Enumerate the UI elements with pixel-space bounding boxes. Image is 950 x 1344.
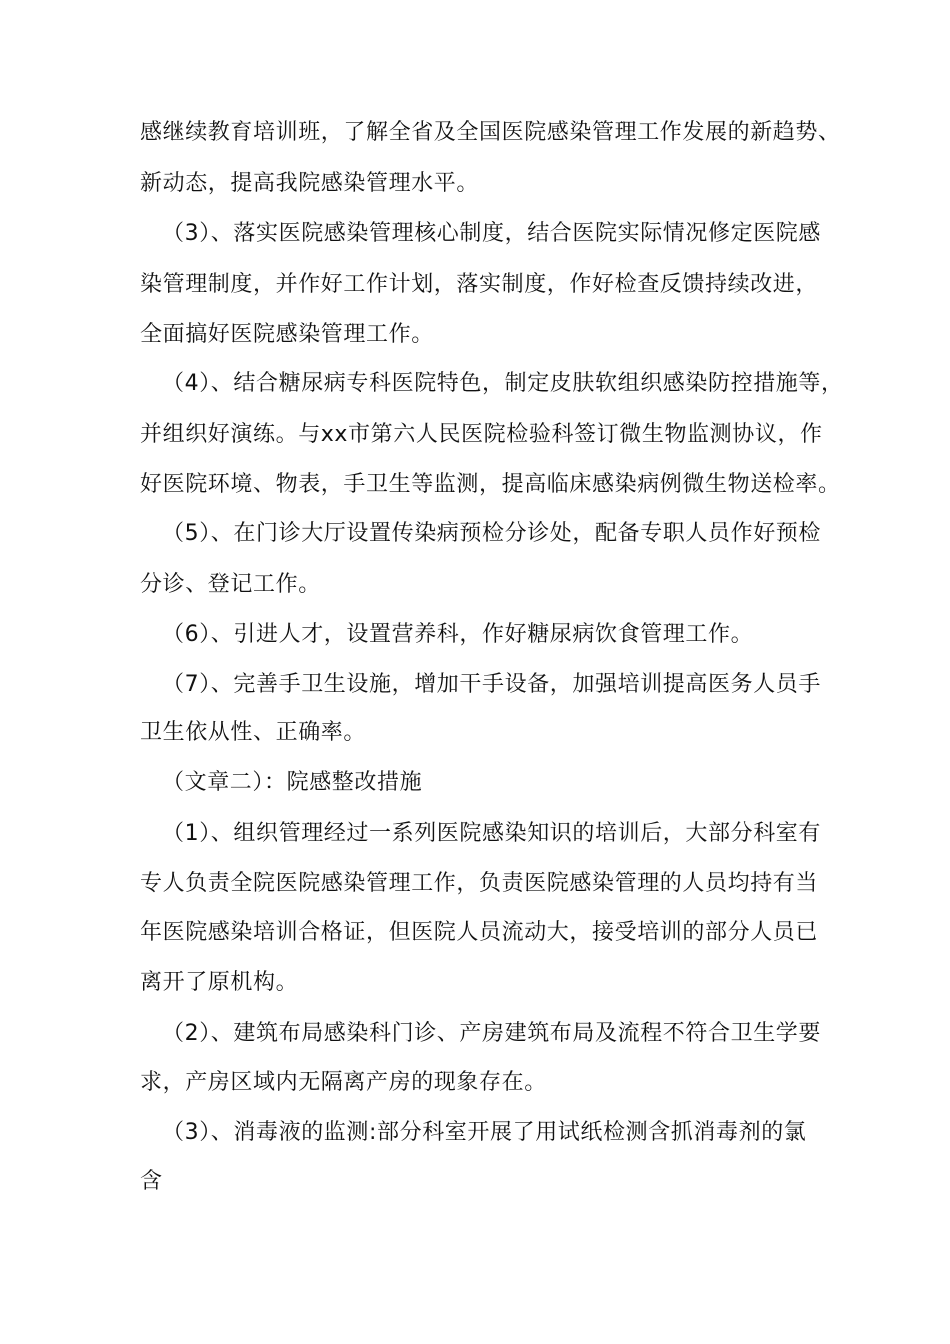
text-line: 新动态，提高我院感染管理水平。	[140, 171, 480, 196]
text-line: 好医院环境、物表，手卫生等监测，提高临床感染病例微生物送检率。	[140, 472, 841, 497]
text-line: （3）、消毒液的监测:部分科室开展了用试纸检测含抓消毒剂的氯	[162, 1120, 807, 1145]
text-line: 专人负责全院医院感染管理工作，负责医院感染管理的人员均持有当	[140, 871, 819, 896]
text-line: （3）、落实医院感染管理核心制度，结合医院实际情况修定医院感	[162, 221, 821, 246]
text-line: 全面搞好医院感染管理工作。	[140, 322, 434, 347]
text-line: （6）、引进人才，设置营养科，作好糖尿病饮食管理工作。	[162, 622, 754, 647]
text-line: （7）、完善手卫生设施，增加干手设备，加强培训提高医务人员手	[162, 672, 821, 697]
text-line: （2）、建筑布局感染科门诊、产房建筑布局及流程不符合卫生学要	[162, 1021, 821, 1046]
text-line: 年医院感染培训合格证，但医院人员流动大，接受培训的部分人员已	[140, 920, 819, 945]
text-line: 含	[140, 1169, 163, 1194]
text-line: （5）、在门诊大厅设置传染病预检分诊处，配备专职人员作好预检	[162, 521, 821, 546]
text-line: （1）、组织管理经过一系列医院感染知识的培训后，大部分科室有	[162, 821, 821, 846]
text-line: （4）、结合糖尿病专科医院特色，制定皮肤软组织感染防控措施等，	[162, 371, 844, 396]
text-line: 感继续教育培训班，了解全省及全国医院感染管理工作发展的新趋势、	[140, 120, 841, 145]
text-line: 并组织好演练。与xx市第六人民医院检验科签订微生物监测协议，作	[140, 422, 823, 447]
text-line: 离开了原机构。	[140, 970, 299, 995]
text-line: 卫生依从性、正确率。	[140, 720, 367, 745]
section-heading: （文章二）：院感整改措施	[162, 770, 423, 795]
text-line: 求，产房区域内无隔离产房的现象存在。	[140, 1070, 547, 1095]
text-line: 染管理制度，并作好工作计划，落实制度，作好检查反馈持续改进，	[140, 272, 819, 297]
text-line: 分诊、登记工作。	[140, 572, 321, 597]
